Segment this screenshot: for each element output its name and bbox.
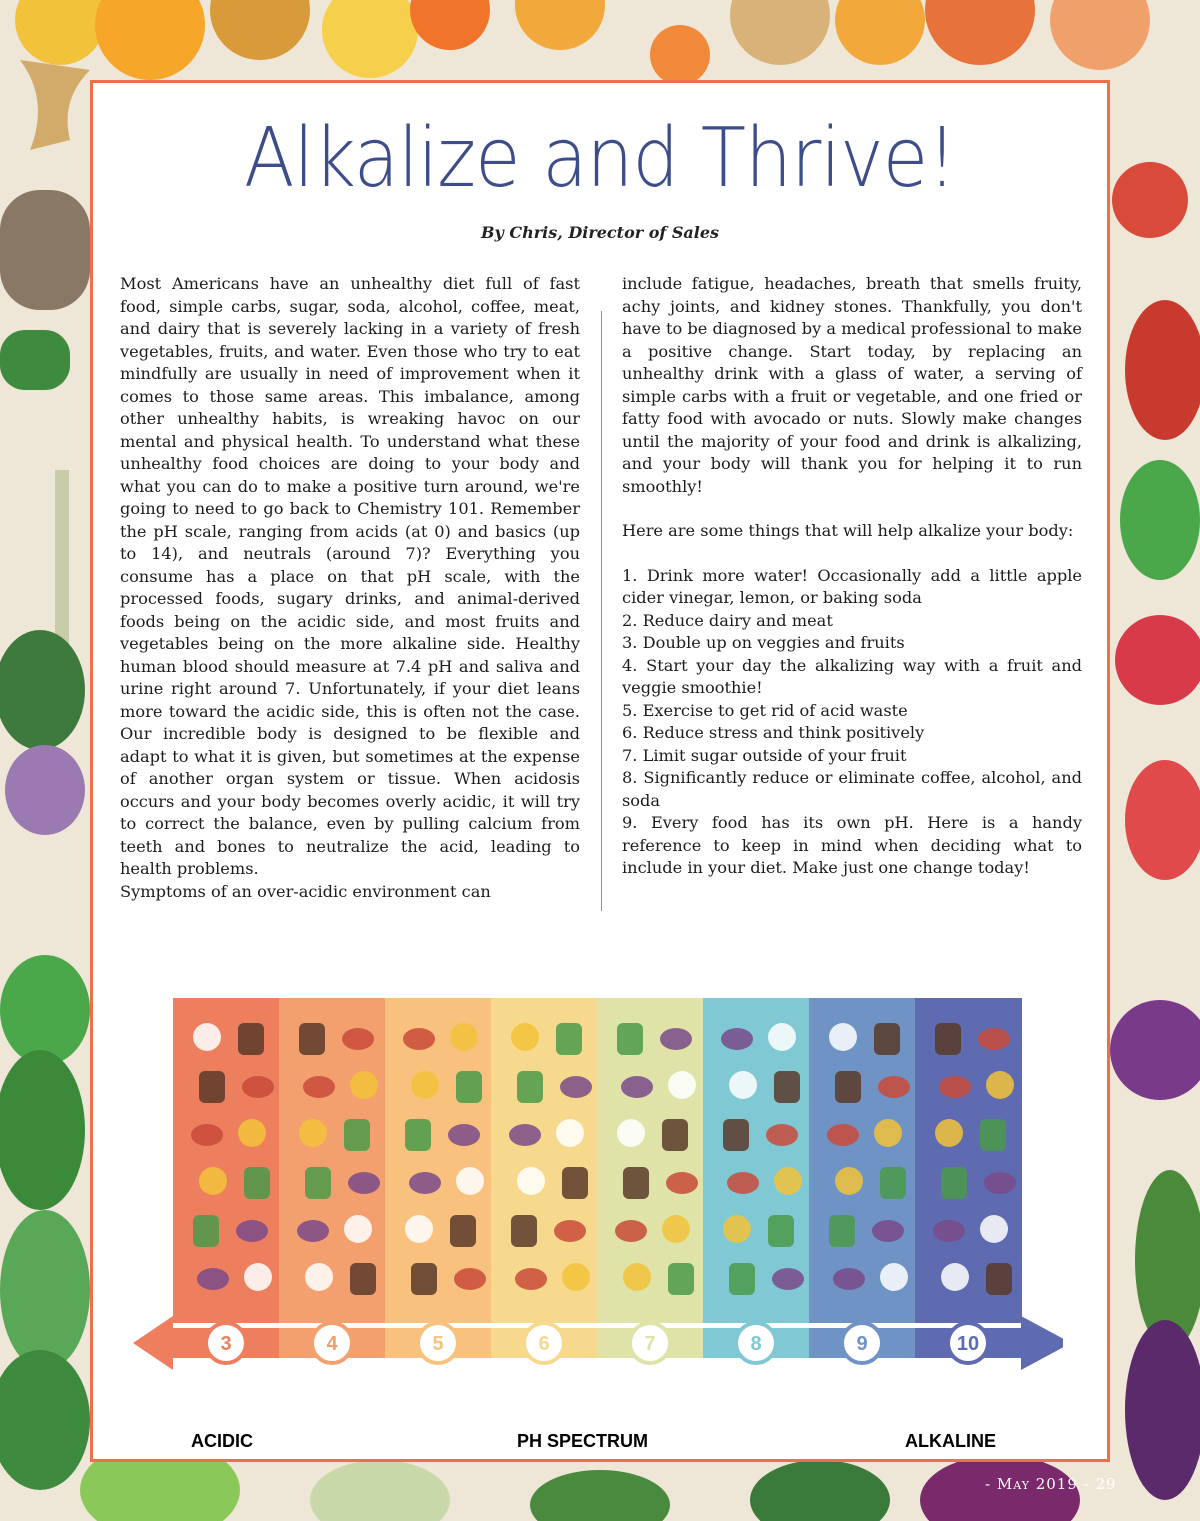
ph-level-label: 4: [326, 1333, 338, 1355]
food-icon: [984, 1172, 1016, 1194]
food-icon: [238, 1119, 266, 1147]
ph-level-label: 9: [856, 1333, 868, 1355]
column-divider: [601, 311, 602, 911]
food-icon: [562, 1167, 588, 1199]
food-icon: [829, 1023, 857, 1051]
article-column-left: [120, 273, 580, 903]
food-icon: [350, 1071, 378, 1099]
food-icon: [729, 1263, 755, 1295]
list-item: 1. Drink more water! Occasionally add a little apple cider vinegar, lemon, or baking soda: [622, 565, 1082, 607]
arrow-left-head: [133, 1316, 173, 1370]
page-number: 29: [1095, 1475, 1117, 1493]
list-item: 5. Exercise to get rid of acid waste: [622, 700, 908, 720]
food-icon: [978, 1028, 1010, 1050]
food-icon: [768, 1215, 794, 1247]
food-icon: [723, 1215, 751, 1243]
article-column-right: [622, 273, 1082, 880]
ph-level-label: 8: [750, 1333, 762, 1355]
food-icon: [193, 1215, 219, 1247]
ph-spectrum-infographic: [133, 998, 1063, 1418]
food-icon: [986, 1071, 1014, 1099]
food-icon: [517, 1167, 545, 1195]
food-icon: [835, 1071, 861, 1103]
food-icon: [244, 1263, 272, 1291]
food-icon: [986, 1263, 1012, 1295]
article-byline: By Chris, Director of Sales: [480, 223, 720, 242]
food-icon: [668, 1071, 696, 1099]
alkaline-label: ALKALINE: [905, 1431, 996, 1451]
food-icon: [660, 1028, 692, 1050]
food-icon: [666, 1172, 698, 1194]
food-icon: [774, 1071, 800, 1103]
food-icon: [511, 1215, 537, 1247]
list-item: 9. Every food has its own pH. Here is a handy reference to keep in mind when deciding what to include in your diet. Make just one change today!: [622, 813, 1082, 877]
list-item: 4. Start your day the alkalizing way with a fruit and veggie smoothie!: [622, 655, 1082, 697]
food-icon: [511, 1023, 539, 1051]
food-icon: [766, 1124, 798, 1146]
food-icon: [617, 1023, 643, 1055]
food-icon: [344, 1215, 372, 1243]
food-icon: [238, 1023, 264, 1055]
food-icon: [721, 1028, 753, 1050]
food-icon: [980, 1119, 1006, 1151]
food-icon: [305, 1167, 331, 1199]
food-icon: [880, 1167, 906, 1199]
ph-level-label: 6: [538, 1333, 550, 1355]
food-icon: [617, 1119, 645, 1147]
food-icon: [939, 1076, 971, 1098]
food-icon: [242, 1076, 274, 1098]
list-item: 3. Double up on veggies and fruits: [622, 633, 905, 652]
acidic-label: ACIDIC: [191, 1431, 253, 1451]
page-footer: [985, 1475, 1117, 1493]
issue-date: - May 2019 -: [985, 1475, 1090, 1493]
food-icon: [878, 1076, 910, 1098]
food-icon: [409, 1172, 441, 1194]
food-icon: [615, 1220, 647, 1242]
food-icon: [342, 1028, 374, 1050]
food-icon: [405, 1215, 433, 1243]
food-icon: [297, 1220, 329, 1242]
food-icon: [623, 1167, 649, 1199]
ph-level-label: 5: [432, 1333, 444, 1355]
food-icon: [299, 1023, 325, 1055]
food-icon: [723, 1119, 749, 1151]
food-icon: [344, 1119, 370, 1151]
food-icon: [350, 1263, 376, 1295]
body-paragraph: Symptoms of an over-acidic environment can: [120, 881, 491, 901]
food-icon: [456, 1167, 484, 1195]
food-icon: [662, 1215, 690, 1243]
food-icon: [411, 1071, 439, 1099]
food-icon: [623, 1263, 651, 1291]
food-icon: [450, 1023, 478, 1051]
food-icon: [448, 1124, 480, 1146]
list-item: 2. Reduce dairy and meat: [622, 610, 833, 630]
food-icon: [556, 1119, 584, 1147]
food-icon: [244, 1167, 270, 1199]
food-icon: [454, 1268, 486, 1290]
food-icon: [305, 1263, 333, 1291]
food-icon: [450, 1215, 476, 1247]
food-icon: [768, 1023, 796, 1051]
food-icon: [880, 1263, 908, 1291]
food-icon: [197, 1268, 229, 1290]
food-icon: [833, 1268, 865, 1290]
ph-level-label: 10: [956, 1333, 980, 1355]
tips-intro: Here are some things that will help alkalize your body:: [622, 521, 1074, 540]
body-paragraph: include fatigue, headaches, breath that smells fruity, achy joints, and kidney stones. Thankfully, you don't have to be diagnosed by a medical professional to make a positive change. Start today, by replacing an unhealthy drink with a glass of water, a serving of simple carbs with a fruit or vegetable, and one fried or fatty food with avocado or nuts. Slowly make changes until the majority of your food and drink is alkalizing, and your body will thank you for helping it to run smoothly!: [622, 274, 1082, 496]
food-icon: [509, 1124, 541, 1146]
food-icon: [835, 1167, 863, 1195]
food-icon: [199, 1071, 225, 1103]
food-icon: [874, 1119, 902, 1147]
food-icon: [191, 1124, 223, 1146]
food-icon: [829, 1215, 855, 1247]
food-icon: [299, 1119, 327, 1147]
food-icon: [941, 1167, 967, 1199]
ph-spectrum-label: PH SPECTRUM: [517, 1431, 649, 1451]
food-icon: [554, 1220, 586, 1242]
food-icon: [621, 1076, 653, 1098]
food-icon: [517, 1071, 543, 1103]
food-icon: [199, 1167, 227, 1195]
food-icon: [303, 1076, 335, 1098]
food-icon: [933, 1220, 965, 1242]
food-icon: [729, 1071, 757, 1099]
article-title: Alkalize and Thrive!: [244, 111, 956, 206]
food-icon: [872, 1220, 904, 1242]
food-icon: [727, 1172, 759, 1194]
food-icon: [827, 1124, 859, 1146]
body-paragraph: Most Americans have an unhealthy diet full of fast food, simple carbs, sugar, soda, alcohol, coffee, meat, and dairy that is severely lacking in a variety of fresh vegetables, fruits, and water. Even those who try to eat mindfully are usually in need of improvement when it comes to those same areas. This imbalance, among other unhealthy habits, is wreaking havoc on our mental and physical health. To understand what these unhealthy food choices are doing to your body and what you can do to make a positive turn around, we're going to need to go back to Chemistry 101. Remember the pH scale, ranging from acids (at 0) and basics (up to 14), and neutrals (around 7)? Everything you consume has a place on that pH scale, with the processed foods, sugary drinks, and animal-derived foods being on the acidic side, and most fruits and vegetables being on the more alkaline side. Healthy human blood should measure at 7.4 pH and saliva and urine right around 7. Unfortunately, if your diet leans more toward the acidic side, this is often not the case. Our incredible body is designed to be flexible and adapt to what it is given, but sometimes at the expense of another organ system or tissue. When acidosis occurs and your body becomes overly acidic, it will try to correct the balance, even by pulling calcium from teeth and bones to neutralize the acid, leading to health problems.: [120, 274, 580, 878]
food-icon: [560, 1076, 592, 1098]
food-icon: [348, 1172, 380, 1194]
tips-list: [622, 565, 1082, 880]
food-icon: [411, 1263, 437, 1295]
food-icon: [874, 1023, 900, 1055]
food-icon: [403, 1028, 435, 1050]
food-icon: [980, 1215, 1008, 1243]
ph-level-label: 7: [644, 1333, 656, 1355]
food-icon: [662, 1119, 688, 1151]
food-icon: [935, 1023, 961, 1055]
article-card: [90, 80, 1110, 1462]
food-icon: [941, 1263, 969, 1291]
food-icon: [935, 1119, 963, 1147]
food-icon: [774, 1167, 802, 1195]
arrow-right-head: [1021, 1316, 1063, 1370]
food-icon: [193, 1023, 221, 1051]
food-icon: [236, 1220, 268, 1242]
food-icon: [405, 1119, 431, 1151]
ph-level-label: 3: [220, 1333, 232, 1355]
food-icon: [668, 1263, 694, 1295]
list-item: 8. Significantly reduce or eliminate coffee, alcohol, and soda: [622, 768, 1082, 810]
food-icon: [556, 1023, 582, 1055]
food-icon: [562, 1263, 590, 1291]
list-item: 7. Limit sugar outside of your fruit: [622, 745, 907, 765]
food-icon: [456, 1071, 482, 1103]
food-icon: [515, 1268, 547, 1290]
list-item: 6. Reduce stress and think positively: [622, 723, 925, 742]
food-icon: [772, 1268, 804, 1290]
